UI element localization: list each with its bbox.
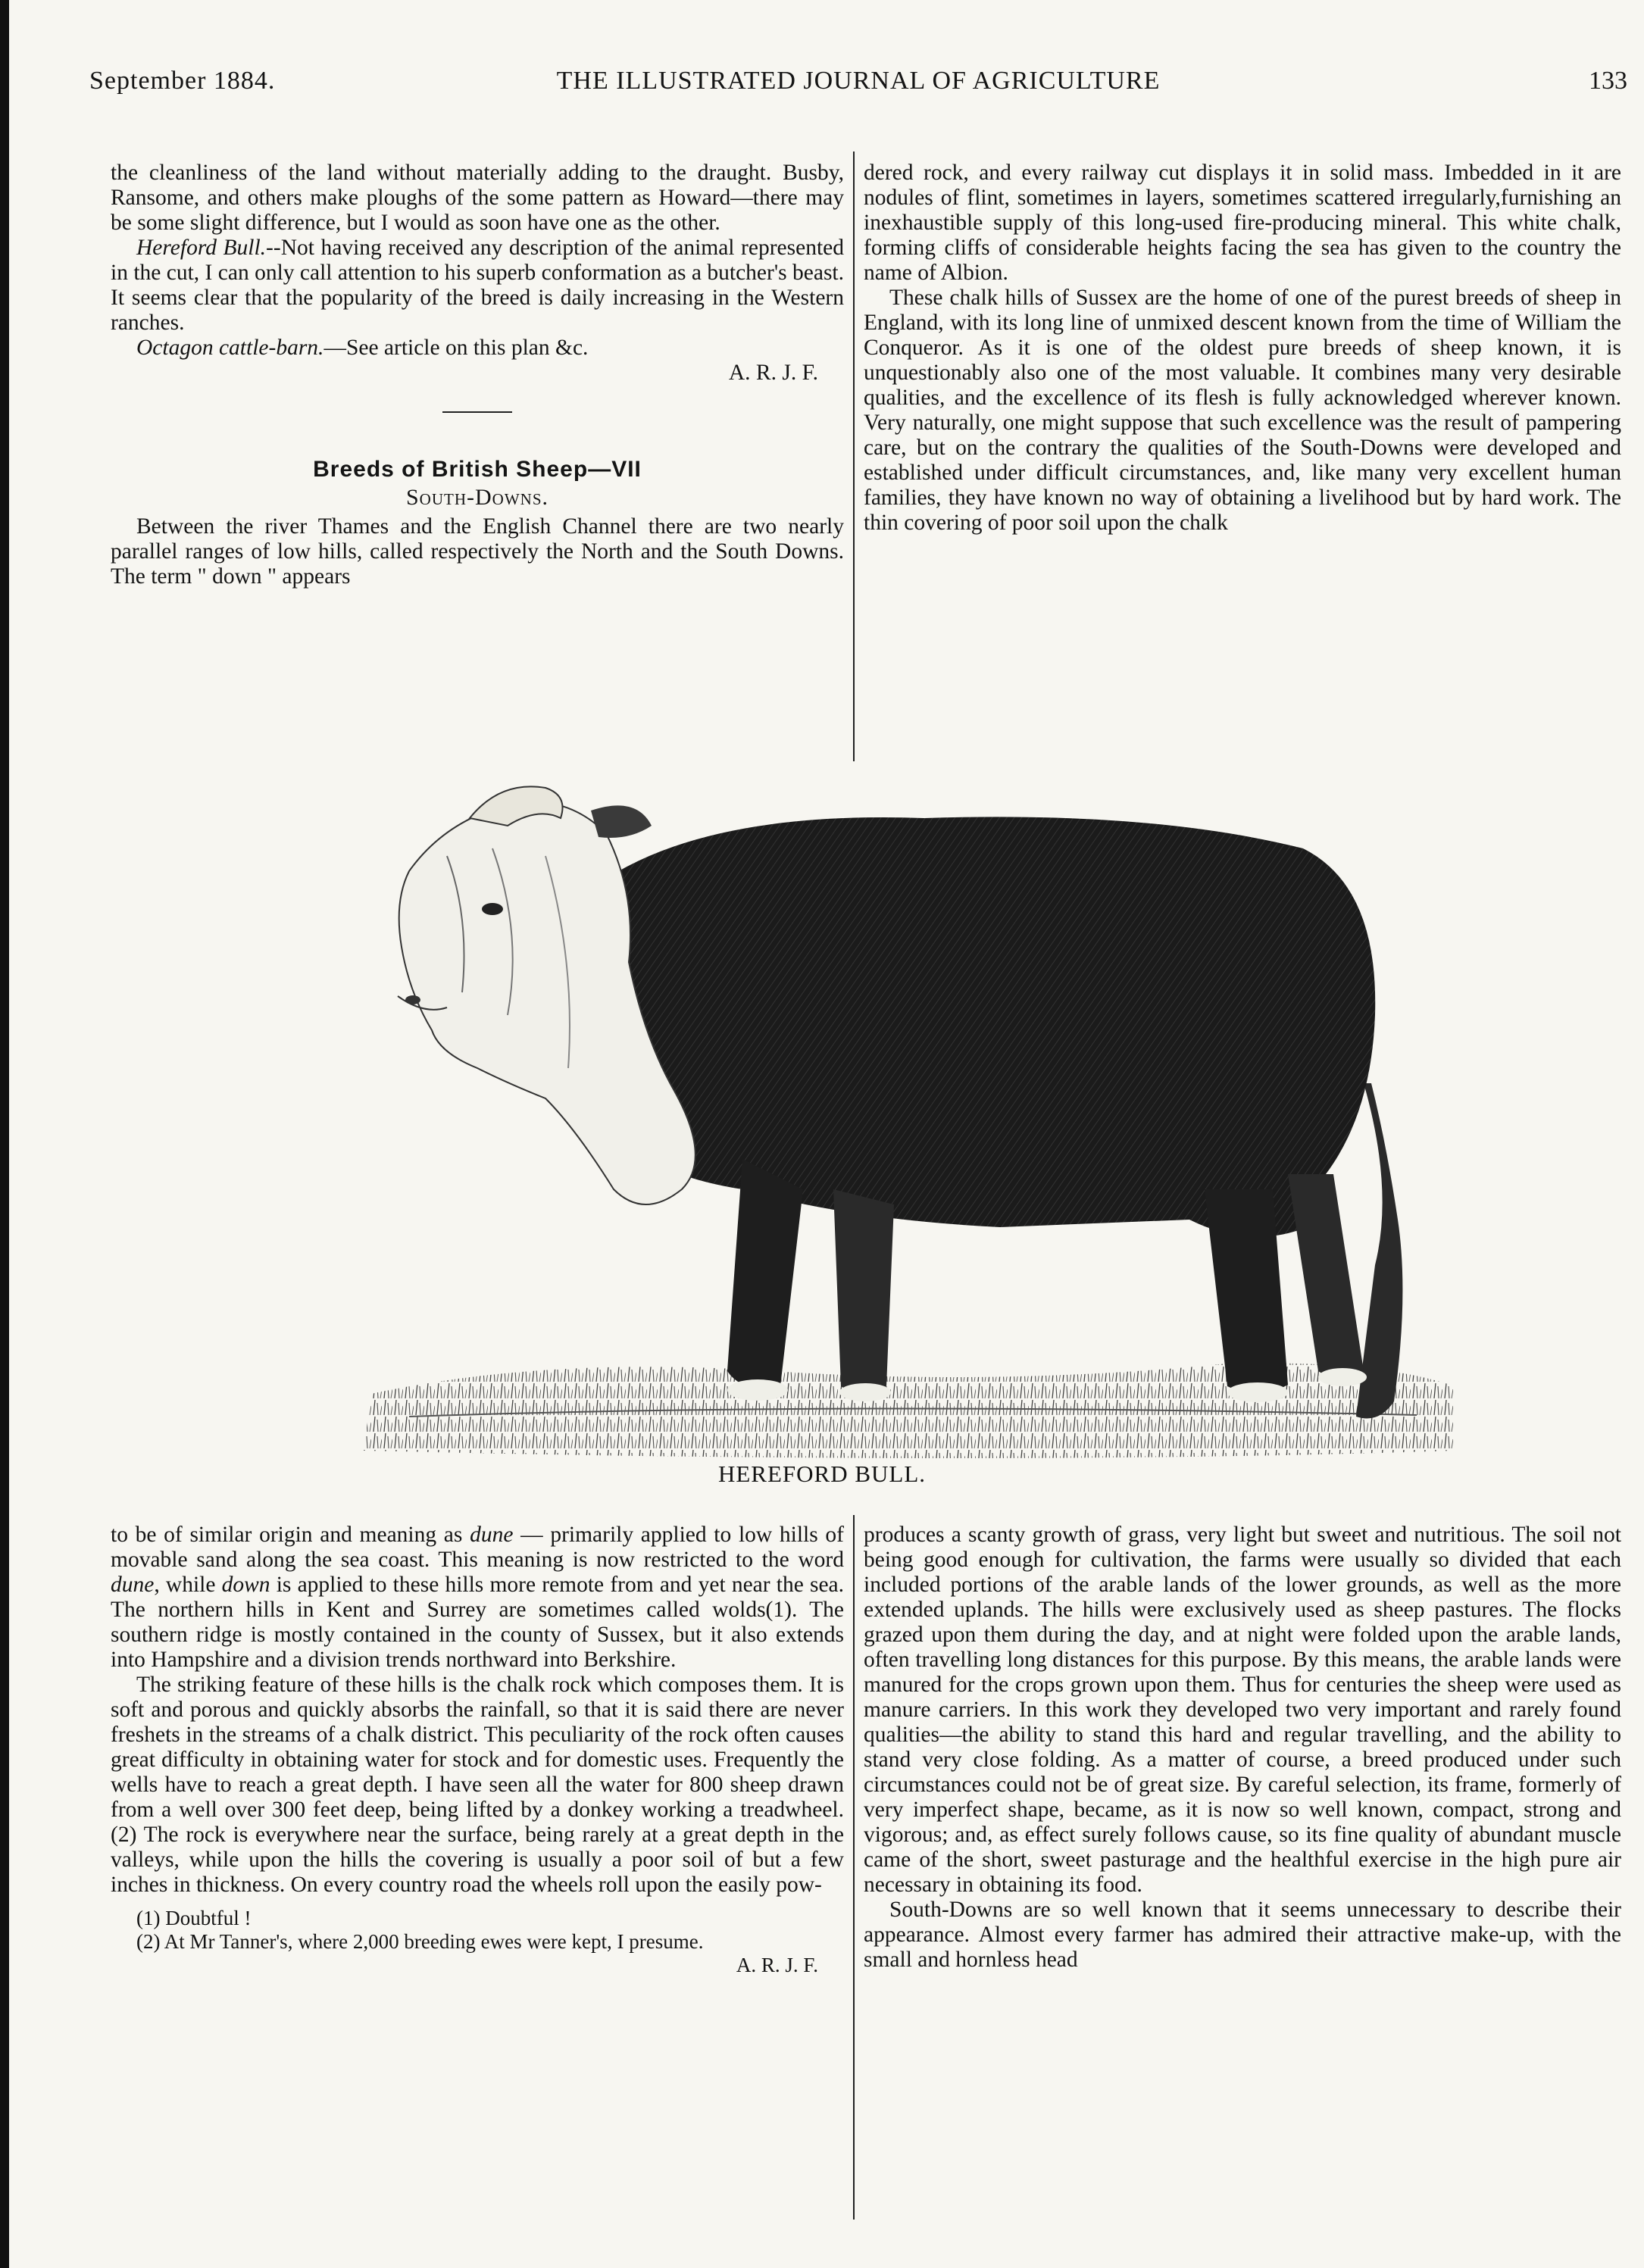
hereford-bull-illustration (318, 765, 1485, 1477)
paragraph: to be of similar origin and meaning as dune — primarily applied to low hills of movable sand along the sea coast. This meaning is now restricted to the word dune, while down is applied to these hills more remote from and yet near the sea. The northern hills in Kent and Surrey are sometimes called wolds(1). The southern ridge is mostly contained in the county of Sussex, but it also extends into Hampshire and a division trends northward into Berkshire. (111, 1523, 844, 1672)
section-subtitle: South-Downs. (406, 485, 549, 510)
header-date: September 1884. (89, 67, 276, 95)
section-divider (442, 411, 512, 413)
paragraph: South-Downs are so well known that it seems unnecessary to describe their appearance. Almost every farmer has admired their attractive make-up, with the small and hornless head (864, 1898, 1621, 1972)
section-title: Breeds of British Sheep—VII (313, 457, 642, 482)
top-left-column (111, 161, 844, 589)
paragraph: dered rock, and every railway cut displays it in solid mass. Imbedded in it are nodules of flint, sometimes in layers, sometimes scattered irregularly,furnishing an inexhaustible supply of this long-used fire-producing mineral. This white chalk, forming cliffs of considerable heights facing the sea has given to the country the name of Albion. (864, 161, 1621, 285)
top-right-column (864, 161, 1621, 536)
bottom-right-column (864, 1523, 1621, 1973)
column-divider (853, 1515, 855, 2220)
paragraph: Between the river Thames and the English Channel there are two nearly parallel ranges of low hills, called respectively the North and the South Downs. The term " down " appears (111, 514, 844, 589)
column-divider (853, 152, 855, 761)
paragraph: produces a scanty growth of grass, very light but sweet and nutritious. The soil not being good enough for cultivation, the farms were usually so divided that each included portions of the arable lands of the lower grounds, as well as the more extended uplands. The hills were exclusively used as sheep pastures. The flocks grazed upon them during the day, and at night were folded upon the arable lands, often travelling long distances for this purpose. By this means, the arable lands were manured for the crops grown upon them. Thus for centuries the sheep were used as manure carriers. In this work they developed two very important and rarely found qualities—the ability to stand this hard and regular travelling, and the ability to stand very close folding. As a matter of course, a breed produced under such circumstances could not be of great size. By careful selection, its frame, formerly of very imperfect shape, became, as it is now so well known, compact, strong and vigorous; and, as effect surely follows cause, so its fine quality of abundant muscle came of the short, sweet pasturage and the healthful exercise in the high pure air necessary in obtaining its food. (864, 1523, 1621, 1897)
footnote-signature: A. R. J. F. (736, 1954, 818, 1976)
paragraph: the cleanliness of the land without materially adding to the draught. Busby, Ransome, and others make ploughs of the some pattern as Howard—there may be some slight difference, but I would as soon have one as the other. (111, 161, 844, 235)
scan-edge-bar (0, 0, 9, 2268)
paragraph: These chalk hills of Sussex are the home of one of the purest breeds of sheep in England, with its long line of unmixed descent known from the time of William the Conqueror. As it is one of the oldest pure breeds of sheep known, it is unquestionably also one of the most valuable. It combines many very desirable qualities, and the excellence of its flesh is fully acknowledged wherever known. Very naturally, one might suppose that such excellence was the result of pampering care, but on the contrary the qualities of the South-Downs were developed and established under difficult circumstances, and, like many very excellent human families, they have known no way of obtaining a livelihood but by hard work. The thin covering of poor soil upon the chalk (864, 286, 1621, 535)
bottom-left-column (111, 1523, 844, 1977)
footnote: (2) At Mr Tanner's, where 2,000 breeding ewes were kept, I presume. (136, 1930, 704, 1953)
paragraph: The striking feature of these hills is the chalk rock which composes them. It is soft and porous and quickly absorbs the rainfall, so that it is said there are never freshets in the streams of a chalk district. This peculiarity of the rock often causes great difficulty in obtaining water for stock and for domestic uses. Frequently the wells have to reach a great depth. I have seen all the water for 800 sheep drawn from a well over 300 feet deep, being lifted by a donkey working a treadwheel. (2) The rock is everywhere near the surface, being rarely at a great depth in the valleys, while upon the hills the covering is usually a poor soil of but a few inches in thickness. On every country road the wheels roll upon the easily pow- (111, 1673, 844, 1897)
footnote: (1) Doubtful ! (136, 1907, 252, 1929)
paragraph-lead: Hereford Bull. (136, 236, 267, 260)
header-page-number: 133 (1589, 67, 1627, 95)
figure-caption: HEREFORD BULL. (717, 1460, 927, 1487)
paragraph: Octagon cattle-barn.—See article on this plan &c. (136, 336, 589, 360)
paragraph-lead: Octagon cattle-barn. (136, 336, 324, 360)
header-journal-title: THE ILLUSTRATED JOURNAL OF AGRICULTURE (556, 67, 1161, 95)
signature: A. R. J. F. (728, 361, 818, 385)
paragraph: Hereford Bull.--Not having received any description of the animal represented in the cut, I can only call attention to his superb conformation as a butcher's beast. It seems clear that the popularity of the breed is daily increasing in the Western ranches. (111, 236, 844, 335)
footnotes (111, 1907, 844, 1977)
page-header (89, 67, 1627, 102)
